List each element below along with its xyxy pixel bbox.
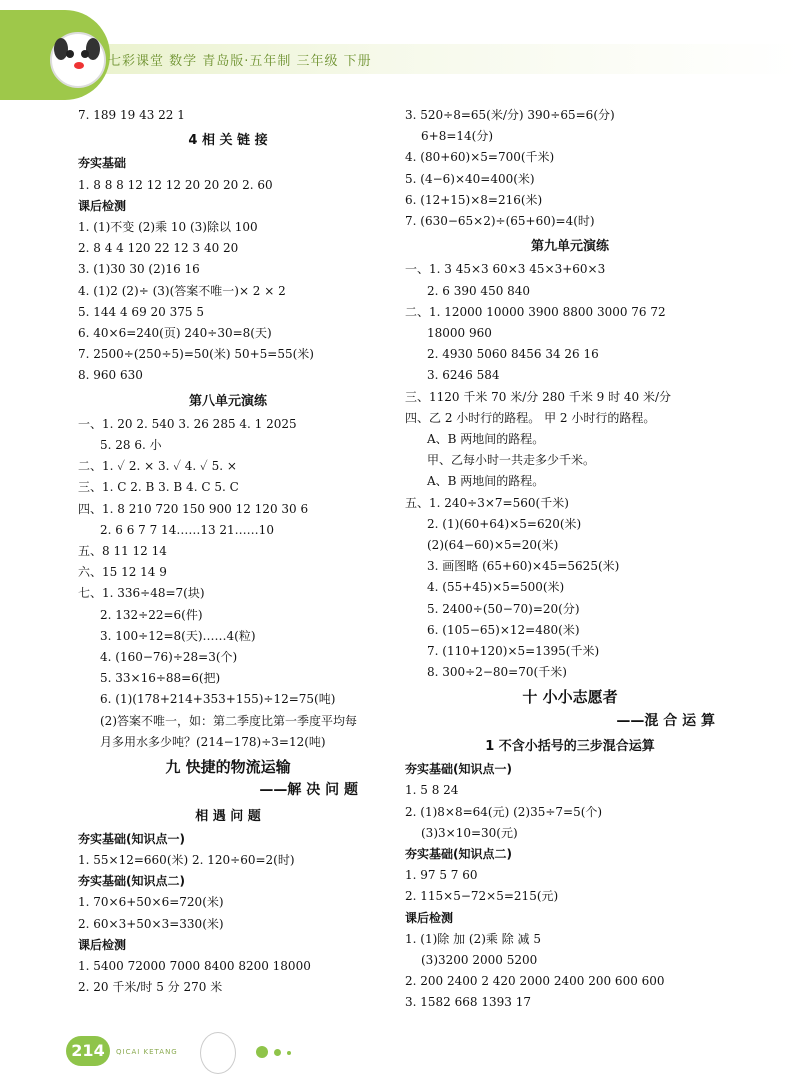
mascot-nose-icon: [74, 62, 84, 69]
section-heading: 4 相 关 链 接: [188, 133, 268, 149]
chapter-subtitle: ——解 决 问 题: [259, 782, 358, 799]
answer-line: 一、1. 20 2. 540 3. 26 285 4. 1 2025: [78, 416, 297, 431]
answer-line: 5. (4−6)×40=400(米): [405, 171, 535, 186]
answer-line: 6+8=14(分): [421, 129, 494, 144]
answer-line: 2. 115×5−72×5=215(元): [405, 889, 559, 904]
answer-line: A、B 两地间的路程。: [427, 432, 545, 447]
section-heading: 相 遇 问 题: [195, 808, 261, 824]
answer-line: 18000 960: [427, 326, 492, 341]
answer-line: 5. 33×16÷88=6(把): [100, 671, 221, 686]
answer-line: 三、1120 千米 70 米/分 280 千米 9 时 40 米/分: [405, 389, 672, 404]
section-subheading: 夯实基础(知识点一): [78, 831, 185, 846]
answer-line: 三、1. C 2. B 3. B 4. C 5. C: [78, 480, 239, 495]
answer-line: (2)(64−60)×5=20(米): [427, 538, 559, 553]
answer-line: 3. 520÷8=65(米/分) 390÷65=6(分): [405, 108, 615, 122]
answer-line: 2. 6 390 450 840: [427, 283, 531, 298]
answer-line: 2. 8 4 4 120 22 12 3 40 20: [78, 241, 239, 256]
footer-mascot-icon: [200, 1032, 236, 1074]
section-subheading: 夯实基础(知识点一): [405, 762, 512, 777]
answer-line: 3. 6246 584: [427, 368, 500, 383]
answer-line: 4. (1)2 (2)÷ (3)(答案不唯一)× 2 × 2: [78, 283, 286, 298]
answer-line: 6. (105−65)×12=480(米): [427, 622, 580, 637]
section-heading: 1 不含小括号的三步混合运算: [485, 738, 655, 754]
answer-line: 二、1. 12000 10000 3900 8800 3000 76 72: [405, 304, 666, 319]
answer-line: 8. 300÷2−80=70(千米): [427, 665, 567, 680]
answer-line: 一、1. 3 45×3 60×3 45×3+60×3: [405, 262, 606, 277]
section-subheading: 夯实基础(知识点二): [405, 846, 512, 861]
answer-line: 五、8 11 12 14: [78, 544, 167, 559]
answer-line: 1. 5400 72000 7000 8400 8200 18000: [78, 958, 311, 973]
page-footer: [0, 1020, 800, 1084]
answer-line: 1. (1)除 加 (2)乘 除 减 5: [405, 931, 541, 946]
answer-line: 四、1. 8 210 720 150 900 12 120 30 6: [78, 501, 309, 516]
answer-line: 六、15 12 14 9: [78, 565, 167, 580]
mascot-dog-icon: [50, 32, 106, 88]
answer-line: 4. (160−76)÷28=3(个): [100, 650, 238, 665]
answer-line: 5. 144 4 69 20 375 5: [78, 304, 204, 319]
answer-line: 2. 20 千米/时 5 分 270 米: [78, 980, 223, 995]
answer-line: 二、1. ✓ 2. × 3. ✓ 4. ✓ 5. ×: [78, 459, 237, 474]
answer-line: 五、1. 240÷3×7=560(千米): [405, 495, 569, 510]
mascot-eye-icon: [81, 50, 89, 58]
answer-line: 7. (630−65×2)÷(65+60)=4(时): [405, 214, 595, 229]
answer-line: 2. (1)8×8=64(元) (2)35÷7=5(个): [405, 804, 603, 819]
answer-line: 月多用水多少吨？(214−178)÷3=12(吨): [100, 734, 326, 749]
section-subheading: 课后检测: [78, 937, 127, 952]
page-number: 214: [66, 1036, 110, 1066]
section-heading: 第九单元演练: [530, 239, 609, 255]
answer-line: 1. (1)不变 (2)乘 10 (3)除以 100: [78, 220, 258, 235]
answer-line: 6. (12+15)×8=216(米): [405, 192, 543, 207]
answer-line: 3. 100÷12=8(天)……4(粒): [100, 628, 256, 643]
answer-line: 7. (110+120)×5=1395(千米): [427, 644, 600, 659]
answer-line: 5. 2400÷(50−70)=20(分): [427, 601, 580, 616]
answer-line: 1. 55×12=660(米) 2. 120÷60=2(时): [78, 852, 295, 867]
section-subheading: 夯实基础(知识点二): [78, 874, 185, 889]
brand-label: QICAI KETANG: [116, 1048, 178, 1056]
section-heading: 十 小小志愿者: [522, 688, 618, 707]
section-subheading: 课后检测: [405, 910, 454, 925]
answer-line: 2. (1)(60+64)×5=620(米): [427, 516, 582, 531]
mascot-ear-icon: [54, 38, 68, 60]
answer-line: 7. 2500÷(250÷5)=50(米) 50+5=55(米): [78, 347, 314, 362]
answer-line: A、B 两地间的路程。: [427, 474, 545, 489]
section-heading: 九 快捷的物流运输: [165, 758, 291, 777]
answer-line: 1. 5 8 24: [405, 783, 459, 798]
mascot-ear-icon: [86, 38, 100, 60]
answer-line: 2. 200 2400 2 420 2000 2400 200 600 600: [405, 974, 665, 989]
page-header: [0, 0, 800, 92]
right-column: [405, 105, 735, 1014]
answer-line: (3)3200 2000 5200: [421, 952, 538, 967]
answer-line: 4. (55+45)×5=500(米): [427, 580, 565, 595]
answer-line: 2. 6 6 7 7 14……13 21……10: [100, 522, 274, 537]
answer-line: 甲、乙每小时一共走多少千米。: [427, 453, 596, 468]
answer-line: 4. (80+60)×5=700(千米): [405, 150, 555, 165]
answer-line: (2)答案不唯一，如：第二季度比第一季度平均每: [100, 713, 357, 728]
answer-line: 3. 画图略 (65+60)×45=5625(米): [427, 559, 620, 574]
answer-line: 6. 40×6=240(页) 240÷30=8(天): [78, 326, 272, 341]
answer-line: 7. 189 19 43 22 1: [78, 108, 185, 122]
dot-icon: [256, 1046, 268, 1058]
answer-line: 5. 28 6. 小: [100, 438, 162, 453]
chapter-subtitle: ——混 合 运 算: [616, 712, 715, 729]
answer-line: 七、1. 336÷48=7(块): [78, 586, 205, 601]
answer-line: 2. 60×3+50×3=330(米): [78, 916, 224, 931]
section-subheading: 夯实基础: [78, 156, 127, 171]
section-subheading: 课后检测: [78, 198, 127, 213]
mascot-eye-icon: [66, 50, 74, 58]
answer-line: 3. 1582 668 1393 17: [405, 995, 531, 1010]
answer-line: 1. 97 5 7 60: [405, 868, 478, 883]
header-title: 七彩课堂 数学 青岛版·五年制 三年级 下册: [108, 54, 372, 69]
answer-line: 8. 960 630: [78, 368, 143, 383]
dot-icon: [274, 1049, 281, 1056]
answer-line: 四、乙 2 小时行的路程。 甲 2 小时行的路程。: [405, 410, 656, 425]
answer-line: 2. 4930 5060 8456 34 26 16: [427, 347, 599, 362]
answer-line: (3)3×10=30(元): [421, 825, 518, 840]
answer-line: 1. 8 8 8 12 12 12 20 20 20 2. 60: [78, 177, 273, 192]
answer-line: 6. (1)(178+214+353+155)÷12=75(吨): [100, 692, 336, 707]
dot-icon: [287, 1051, 291, 1055]
answer-line: 2. 132÷22=6(件): [100, 607, 203, 622]
answer-line: 3. (1)30 30 (2)16 16: [78, 262, 200, 277]
section-heading: 第八单元演练: [188, 393, 267, 409]
left-column: [78, 105, 378, 998]
answer-line: 1. 70×6+50×6=720(米): [78, 895, 224, 910]
